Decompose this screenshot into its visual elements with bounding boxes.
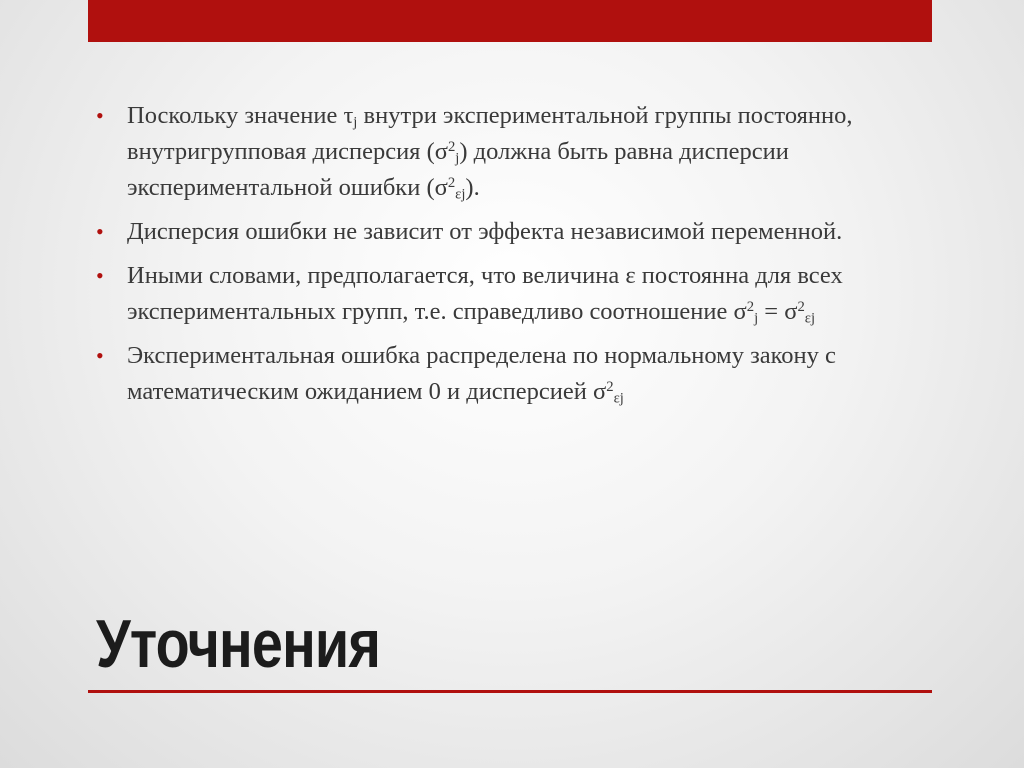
bullet-text — [127, 218, 842, 245]
superscript: 2 — [447, 138, 456, 155]
bullet-item — [96, 338, 926, 410]
text-run: Поскольку значение τ — [127, 102, 354, 129]
subscript: εj — [613, 390, 624, 407]
bullet-item — [96, 258, 926, 330]
superscript: 2 — [746, 298, 755, 315]
subscript: εj — [804, 310, 816, 327]
title-underline — [88, 690, 932, 693]
bullet-text — [127, 342, 836, 405]
bullet-marker: • — [96, 103, 104, 128]
subscript: εj — [455, 186, 466, 203]
text-run: ) должна быть равна дисперсии экспериментальной ошибки (σ — [127, 138, 789, 201]
slide-title: Уточнения — [96, 606, 381, 682]
text-run: Экспериментальная ошибка распределена по нормальному закону с математическим ожиданием 0 и дисперсией σ — [127, 342, 836, 405]
bullet-marker: • — [96, 219, 104, 244]
subscript: j — [455, 150, 460, 167]
bullet-item — [96, 214, 926, 250]
bullet-text — [127, 102, 852, 201]
text-run: Иными словами, предполагается, что величина ε постоянна для всех экспериментальных групп, т.е. справедливо соотношение σ — [127, 262, 843, 325]
text-run: = σ — [758, 298, 798, 325]
bullet-list — [96, 98, 926, 418]
subscript: j — [353, 114, 358, 131]
bullet-item — [96, 98, 926, 206]
bullet-marker: • — [96, 343, 104, 368]
bullet-marker: • — [96, 263, 104, 288]
text-run: внутри экспериментальной группы постоянно, внутригрупповая дисперсия (σ — [127, 102, 853, 165]
superscript: 2 — [606, 378, 614, 395]
bullet-text — [127, 262, 843, 325]
subscript: j — [754, 310, 759, 327]
text-run: Дисперсия ошибки не зависит от эффекта независимой переменной. — [127, 218, 843, 245]
superscript: 2 — [447, 174, 456, 191]
top-accent-bar — [88, 0, 932, 42]
superscript: 2 — [797, 298, 805, 315]
text-run: ). — [465, 174, 480, 201]
